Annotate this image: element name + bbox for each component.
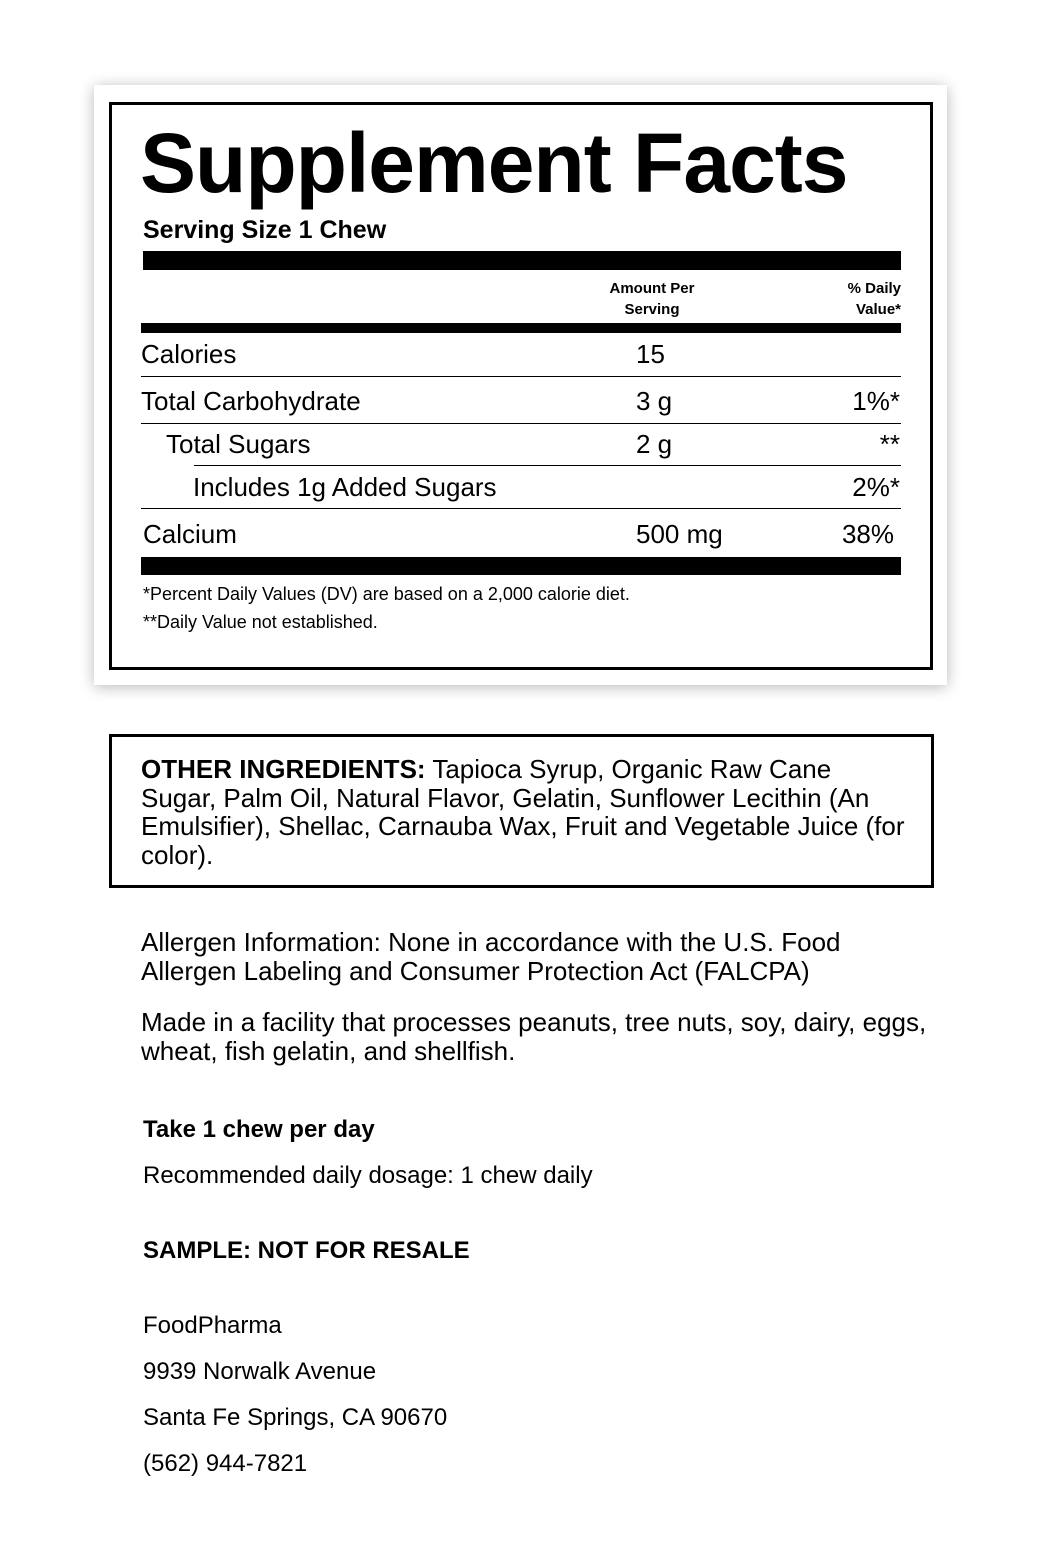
row-carbohydrate-dv: 1%* xyxy=(852,386,900,416)
row-carbohydrate-amount: 3 g xyxy=(636,386,673,416)
row-divider-3 xyxy=(194,465,901,466)
thick-divider-bottom xyxy=(141,557,901,575)
footnote-not-established: **Daily Value not established. xyxy=(143,612,378,632)
ingredients-list: Tapioca Syrup, Organic Raw Cane Sugar, Palm Oil, Natural Flavor, Gelatin, Sunflower Lecithin (An Emulsifier), Shellac, Carnauba Wax, Fruit and Vegetable Juice (for color). xyxy=(141,754,905,870)
row-sugars-label: Total Sugars xyxy=(166,429,311,459)
header-amount-per-serving xyxy=(592,278,712,320)
thick-divider-top xyxy=(143,251,901,270)
header-amount-line2: Serving xyxy=(624,301,680,318)
ingredients-text xyxy=(141,755,911,869)
footnote-daily-values: *Percent Daily Values (DV) are based on a 2,000 calorie diet. xyxy=(143,584,630,604)
sample-notice: SAMPLE: NOT FOR RESALE xyxy=(143,1237,470,1264)
row-added-sugars-dv: 2%* xyxy=(852,472,900,502)
row-calories-label: Calories xyxy=(141,339,237,369)
header-dv-line1: % Daily xyxy=(847,280,901,297)
directions-heading: Take 1 chew per day xyxy=(143,1116,375,1143)
row-calcium-amount: 500 mg xyxy=(636,519,723,549)
company-street: 9939 Norwalk Avenue xyxy=(143,1358,377,1385)
ingredients-heading: OTHER INGREDIENTS: xyxy=(141,754,426,784)
row-sugars-amount: 2 g xyxy=(636,429,673,459)
facility-statement: Made in a facility that processes peanuts, tree nuts, soy, dairy, eggs, wheat, fish gelatin, and shellfish. xyxy=(141,1007,927,1066)
header-dv-line2: Value* xyxy=(855,301,901,318)
row-calories-amount: 15 xyxy=(636,339,665,369)
header-amount-line1: Amount Per xyxy=(609,280,695,297)
row-carbohydrate-label: Total Carbohydrate xyxy=(141,386,361,416)
directions-text: Recommended daily dosage: 1 chew daily xyxy=(143,1162,593,1189)
company-name: FoodPharma xyxy=(143,1312,282,1339)
row-sugars-dv: ** xyxy=(879,429,900,459)
company-phone: (562) 944-7821 xyxy=(143,1450,308,1477)
row-divider-1 xyxy=(141,376,901,377)
row-divider-2 xyxy=(141,423,901,424)
header-daily-value xyxy=(825,278,901,320)
medium-divider xyxy=(141,323,901,333)
allergen-information: Allergen Information: None in accordance with the U.S. Food Allergen Labeling and Consumer Protection Act (FALCPA) xyxy=(141,927,841,986)
row-divider-4 xyxy=(141,508,901,509)
row-calcium-dv: 38% xyxy=(841,519,894,549)
company-city: Santa Fe Springs, CA 90670 xyxy=(143,1404,448,1431)
serving-size: Serving Size 1 Chew xyxy=(143,216,387,244)
supplement-facts-title: Supplement Facts xyxy=(140,116,848,210)
row-added-sugars-label: Includes 1g Added Sugars xyxy=(193,472,497,502)
row-calcium-label: Calcium xyxy=(143,519,237,549)
